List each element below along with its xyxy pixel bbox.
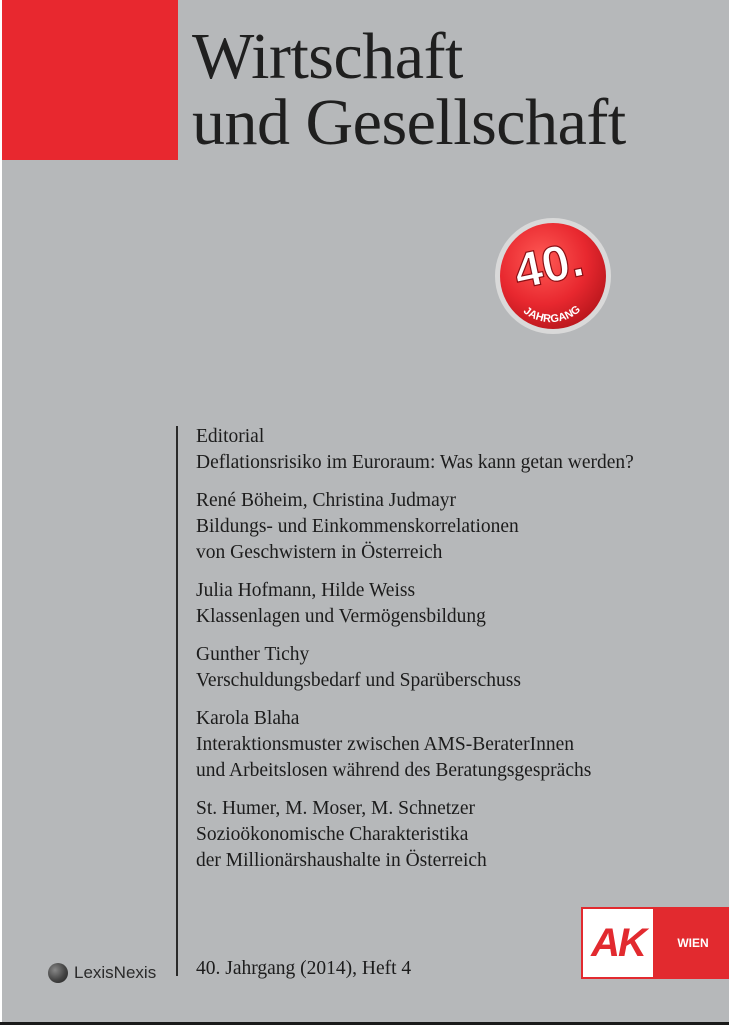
- toc-entry: [196, 642, 716, 694]
- title-line-1: Wirtschaft: [192, 20, 463, 93]
- toc-entry-heading: St. Humer, M. Moser, M. Schnetzer: [196, 798, 475, 819]
- badge-number: 40.: [508, 230, 589, 300]
- toc-entry-heading: Karola Blaha: [196, 708, 300, 729]
- toc-entry: [196, 578, 716, 630]
- toc-entry-line: Bildungs- und Einkommenskorrelationen: [196, 516, 519, 537]
- ak-logo: [581, 907, 655, 979]
- journal-title: [192, 20, 626, 159]
- publisher-name: LexisNexis: [74, 963, 157, 982]
- badge-label-path: JAHRGANG: [521, 303, 583, 326]
- anniversary-badge: [493, 216, 613, 336]
- toc-entry-line: der Millionärshaushalte in Österreich: [196, 850, 487, 871]
- toc-entry-heading: Editorial: [196, 426, 265, 447]
- publisher-logo: [48, 961, 156, 985]
- globe-icon: [48, 963, 68, 983]
- ak-logo-text: AK: [591, 920, 645, 965]
- issue-info: 40. Jahrgang (2014), Heft 4: [196, 958, 412, 979]
- toc-entry-line: von Geschwistern in Österreich: [196, 542, 443, 563]
- toc-entry: [196, 488, 716, 566]
- toc-entry-line: Interaktionsmuster zwischen AMS-BeraterInnen: [196, 734, 574, 755]
- toc-entry-line: Verschuldungsbedarf und Sparüberschuss: [196, 670, 521, 691]
- toc-entry: [196, 424, 716, 476]
- toc-entry-line: und Arbeitslosen während des Beratungsgesprächs: [196, 760, 592, 781]
- toc-entry-heading: Gunther Tichy: [196, 644, 310, 665]
- journal-cover: [2, 0, 729, 1022]
- toc-entry: [196, 796, 716, 874]
- divider-line: [176, 426, 178, 976]
- ak-city-label: WIEN: [655, 907, 729, 979]
- toc-entry-line: Deflationsrisiko im Euroraum: Was kann getan werden?: [196, 452, 634, 473]
- toc-entry-line: Klassenlagen und Vermögensbildung: [196, 606, 486, 627]
- table-of-contents: [196, 424, 716, 886]
- toc-entry-heading: René Böheim, Christina Judmayr: [196, 490, 456, 511]
- toc-entry-line: Sozioökonomische Charakteristika: [196, 824, 469, 845]
- title-line-2: und Gesellschaft: [192, 86, 626, 159]
- red-corner-block: [2, 0, 178, 160]
- toc-entry: [196, 706, 716, 784]
- toc-entry-heading: Julia Hofmann, Hilde Weiss: [196, 580, 416, 601]
